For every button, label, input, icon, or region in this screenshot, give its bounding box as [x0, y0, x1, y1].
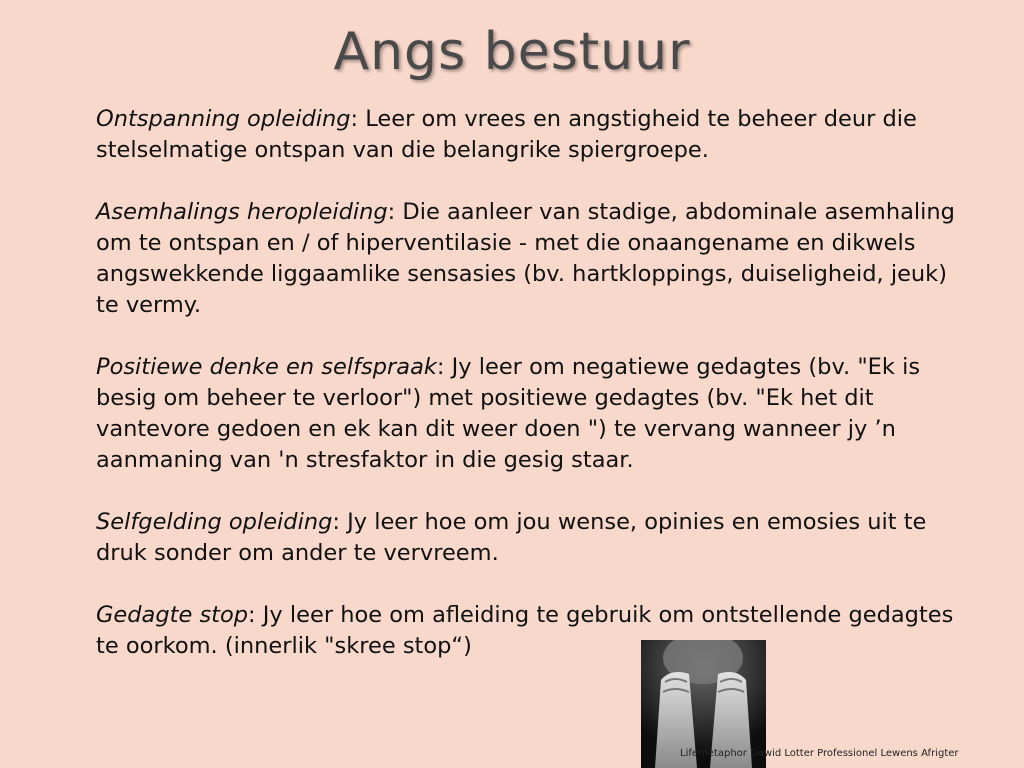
slide-content [96, 104, 976, 693]
paragraph-breathing [96, 197, 976, 321]
text-relaxation: : Leer om vrees en angstigheid te beheer deur die stelselmatige ontspan van die belangrike spiergroepe. [96, 106, 917, 163]
paragraph-positive-thinking [96, 352, 976, 476]
slide-title: Angs bestuur [333, 22, 691, 82]
term-breathing: Asemhalings heropleiding [96, 199, 388, 225]
term-relaxation: Ontspanning opleiding [96, 106, 351, 132]
paragraph-assertiveness [96, 507, 976, 569]
term-assertiveness: Selfgelding opleiding [96, 509, 333, 535]
photo-credit: Lifemetaphor Dawid Lotter Professionel Lewens Afrigter [680, 748, 959, 759]
paragraph-relaxation [96, 104, 976, 166]
text-thought-stop: : Jy leer hoe om afleiding te gebruik om ontstellende gedagtes te oorkom. (innerlik "skree stop“) [96, 602, 954, 659]
text-assertiveness: : Jy leer hoe om jou wense, opinies en emosies uit te druk sonder om ander te vervreem. [96, 509, 927, 566]
text-breathing: : Die aanleer van stadige, abdominale asemhaling om te ontspan en / of hiperventilasie - met die onaangename en dikwels angswekkende liggaamlike sensasies (bv. hartkloppings, duiseligheid, jeuk) te vermy. [96, 199, 955, 318]
paragraph-thought-stop [96, 600, 976, 662]
term-thought-stop: Gedagte stop [96, 602, 249, 628]
term-positive-thinking: Positiewe denke en selfspraak [96, 354, 437, 380]
text-positive-thinking: : Jy leer om negatiewe gedagtes (bv. "Ek is besig om beheer te verloor") met positiewe gedagtes (bv. "Ek het dit vantevore gedoen en ek kan dit weer doen ") te vervang wanneer jy ’n aanmaning van 'n stresfaktor in die gesig staar. [96, 354, 921, 473]
